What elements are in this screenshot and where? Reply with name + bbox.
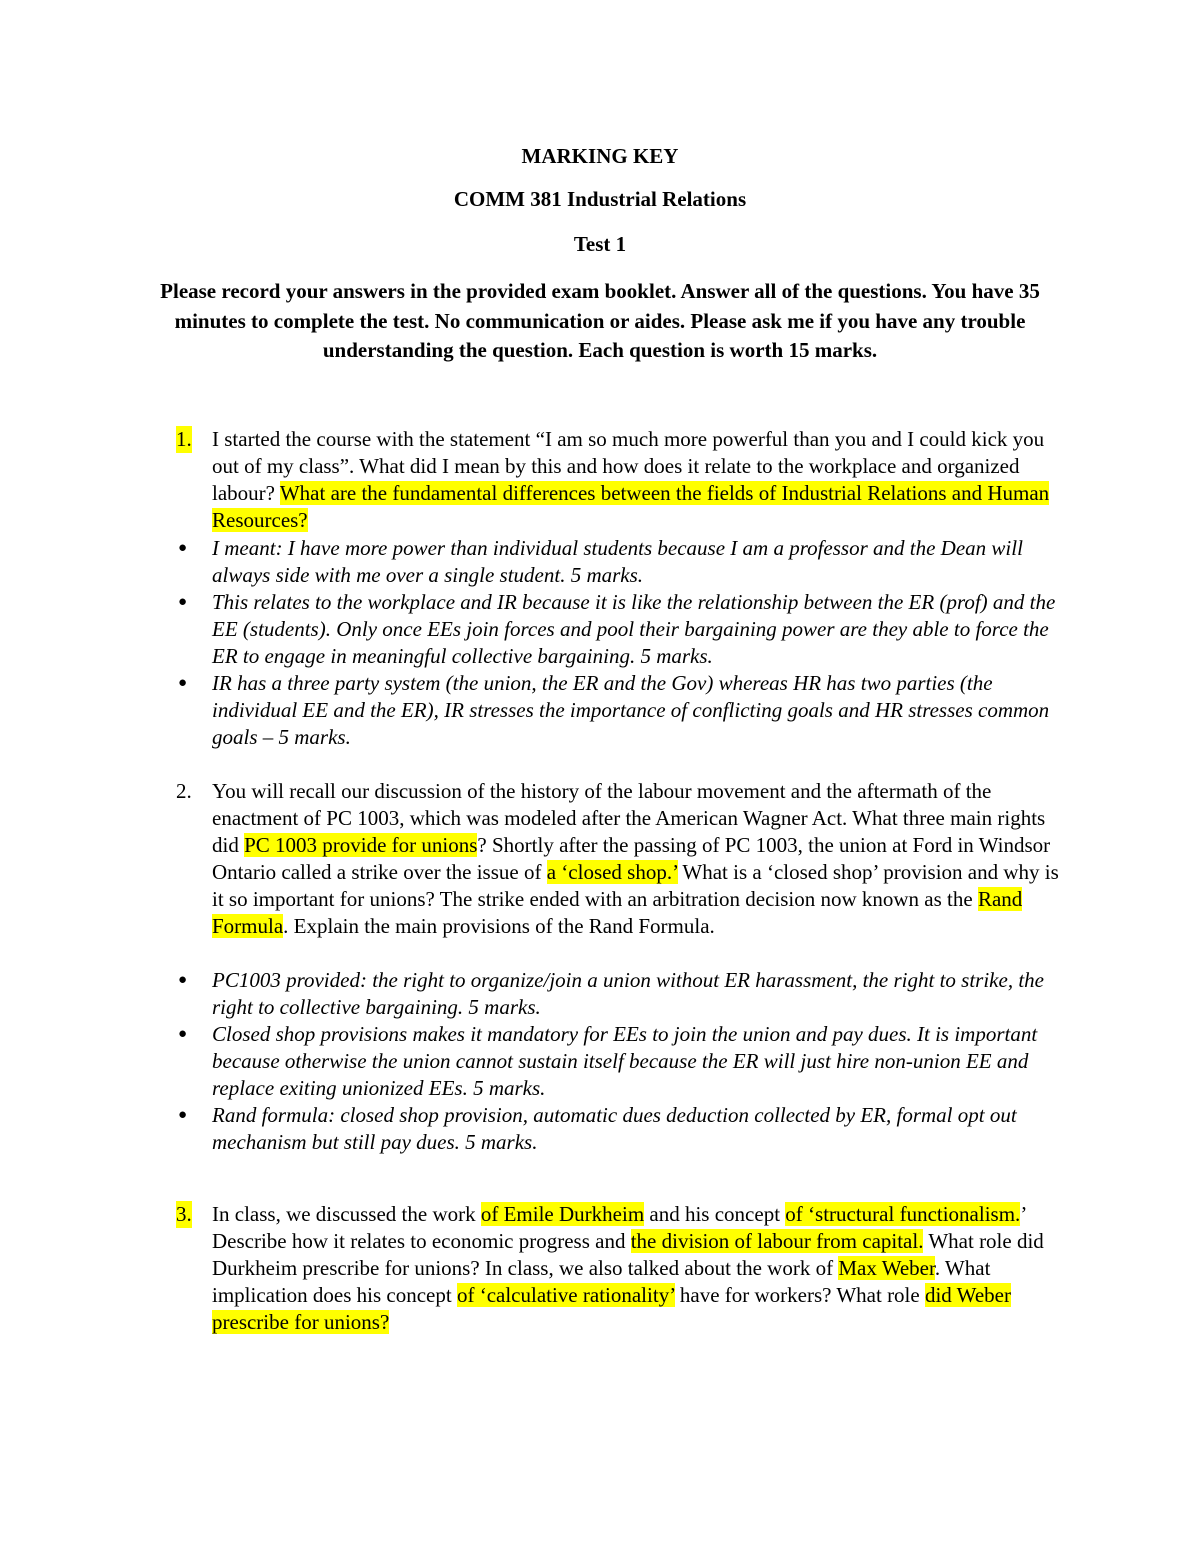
highlighted-text: did Weber prescribe for unions? (212, 1283, 1011, 1334)
answer-text: I meant: I have more power than individual students because I am a professor and the Dean will always side with me over a single student. 5 marks. (212, 536, 1023, 587)
answer-text: Rand formula: closed shop provision, automatic dues deduction collected by ER, formal opt out mechanism but still pay dues. 5 marks. (212, 1103, 1017, 1154)
bullet-icon: ● (178, 675, 188, 691)
answer-text: This relates to the workplace and IR because it is like the relationship between the ER (prof) and the EE (students). Only once EEs join forces and pool their bargaining power are they able to force the ER to engage in meaningful collective bargaining. 5 marks. (212, 590, 1056, 668)
answer-text: Closed shop provisions makes it mandatory for EEs to join the union and pay dues. It is important because otherwise the union cannot sustain itself because the ER will just hire non-union EE and replace exiting unionized EEs. 5 marks. (212, 1022, 1038, 1100)
question-text: What role did Durkheim prescribe for unions? In class, we also talked about the work of (212, 1229, 1044, 1280)
question-number: 3. (176, 1202, 192, 1226)
page-title: MARKING KEY (521, 144, 679, 168)
highlighted-text: of ‘structural functionalism. (785, 1202, 1021, 1226)
highlighted-text: of ‘calculative rationality’ (456, 1283, 675, 1307)
question-text: ’ Describe how it relates to economic progress and (212, 1202, 1026, 1253)
question-text: . What implication does his concept (212, 1256, 991, 1307)
course-title: COMM 381 Industrial Relations (453, 187, 747, 211)
bullet-icon: ● (178, 1026, 188, 1042)
question-number: 1. (176, 427, 192, 451)
question-text: have for workers? What role (674, 1283, 925, 1307)
answer-item (178, 589, 1072, 670)
question-text: I started the course with the statement “I am so much more powerful than you and I could kick you out of my class”. What did I mean by this and how does it relate to the workplace and organized labour? (212, 427, 1045, 505)
question-text: . Explain the main provisions of the Rand Formula. (283, 914, 715, 938)
answer-item (178, 535, 1072, 589)
question-2 (176, 778, 1072, 940)
test-title: Test 1 (573, 232, 627, 256)
instructions: Please record your answers in the provided exam booklet. Answer all of the questions. You have 35 minutes to complete the test. No communication or aides. Please ask me if you have any trouble understanding the question. Each question is worth 15 marks. (160, 279, 1040, 362)
highlighted-text: What are the fundamental differences between the fields of Industrial Relations and Human Resources? (212, 481, 1050, 532)
bullet-icon: ● (178, 972, 188, 988)
bullet-icon: ● (178, 594, 188, 610)
answer-item (178, 1021, 1072, 1102)
highlighted-text: Max Weber (838, 1256, 935, 1280)
question-1 (176, 426, 1072, 534)
question-text: What is a ‘closed shop’ provision and why is it so important for unions? The strike ended with an arbitration decision now known as the (212, 860, 1059, 911)
answer-text: PC1003 provided: the right to organize/join a union without ER harassment, the right to strike, the right to collective bargaining. 5 marks. (212, 968, 1044, 1019)
answer-item (178, 670, 1072, 751)
question-text: and his concept (644, 1202, 786, 1226)
highlighted-text: a ‘closed shop.’ (546, 860, 678, 884)
question-text: In class, we discussed the work (212, 1202, 481, 1226)
bullet-icon: ● (178, 540, 188, 556)
bullet-icon: ● (178, 1107, 188, 1123)
highlighted-text: PC 1003 provide for unions (244, 833, 478, 857)
question-text: You will recall our discussion of the history of the labour movement and the aftermath of the enactment of PC 1003, which was modeled after the American Wagner Act. What three main rights did (212, 779, 1046, 857)
answer-item (178, 1102, 1072, 1156)
highlighted-text: the division of labour from capital. (630, 1229, 924, 1253)
answer-item (178, 967, 1072, 1021)
question-text: ? Shortly after the passing of PC 1003, the union at Ford in Windsor Ontario called a strike over the issue of (212, 833, 1051, 884)
question-number: 2. (176, 779, 192, 803)
highlighted-text: of Emile Durkheim (480, 1202, 645, 1226)
answer-text: IR has a three party system (the union, the ER and the Gov) whereas HR has two parties (the individual EE and the ER), IR stresses the importance of conflicting goals and HR stresses common goals – 5 marks. (212, 671, 1050, 749)
highlighted-text: Rand Formula (212, 887, 1023, 938)
question-3 (176, 1201, 1072, 1336)
